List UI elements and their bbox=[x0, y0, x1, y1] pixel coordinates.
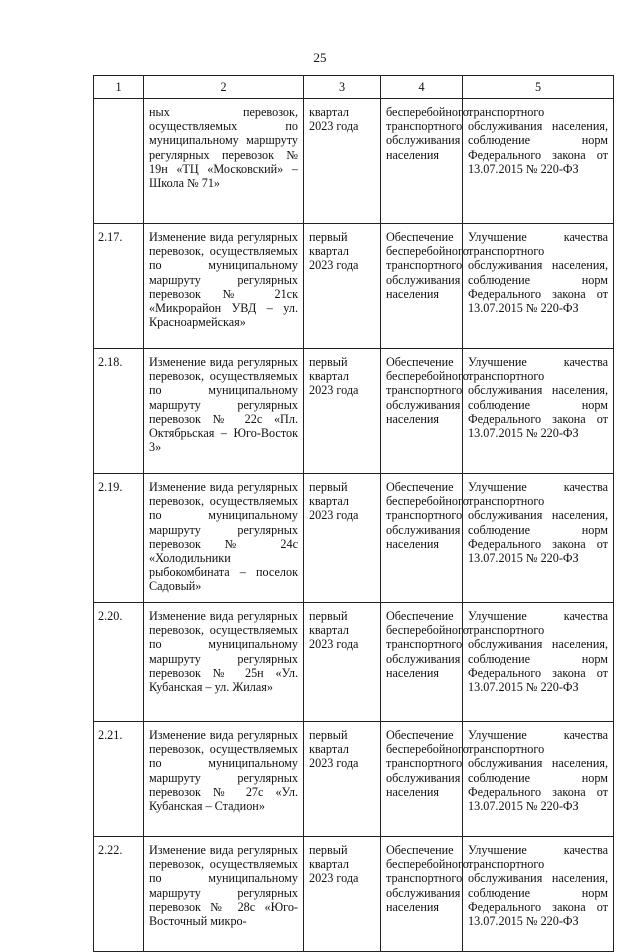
activity-cell: Изменение вида регулярных перевозок, осуществляемых по муниципальному маршруту регулярных перевозок № 25н «Ул. Кубанская – ул. Жилая» bbox=[144, 603, 304, 722]
column-header-1: 1 bbox=[94, 76, 144, 99]
goal-cell: Обеспечение бесперебойного транспортного обслуживания населения bbox=[381, 474, 463, 603]
table-row bbox=[94, 349, 614, 474]
period-cell: первый квартал 2023 года bbox=[304, 837, 381, 952]
table-row bbox=[94, 603, 614, 722]
period-cell: первый квартал 2023 года bbox=[304, 349, 381, 474]
result-cell: транспортного обслуживания населения, соблюдение норм Федерального закона от 13.07.2015 № 220-ФЗ bbox=[463, 99, 614, 224]
result-cell: Улучшение качества транспортного обслуживания населения, соблюдение норм Федерального закона от 13.07.2015 № 220-ФЗ bbox=[463, 722, 614, 837]
activity-cell: Изменение вида регулярных перевозок, осуществляемых по муниципальному маршруту регулярных перевозок № 24с «Холодильники рыбокомбината – поселок Садовый» bbox=[144, 474, 304, 603]
period-cell: первый квартал 2023 года bbox=[304, 224, 381, 349]
column-header-2: 2 bbox=[144, 76, 304, 99]
table-row bbox=[94, 722, 614, 837]
measures-table bbox=[93, 75, 614, 952]
table-row bbox=[94, 99, 614, 224]
column-header-4: 4 bbox=[381, 76, 463, 99]
period-cell: первый квартал 2023 года bbox=[304, 722, 381, 837]
result-cell: Улучшение качества транспортного обслуживания населения, соблюдение норм Федерального закона от 13.07.2015 № 220-ФЗ bbox=[463, 837, 614, 952]
activity-cell: ных перевозок, осуществляемых по муниципальному маршруту регулярных перевозок № 19н «ТЦ «Московский» – Школа № 71» bbox=[144, 99, 304, 224]
row-number bbox=[94, 99, 144, 224]
row-number: 2.19. bbox=[94, 474, 144, 603]
result-cell: Улучшение качества транспортного обслуживания населения, соблюдение норм Федерального закона от 13.07.2015 № 220-ФЗ bbox=[463, 224, 614, 349]
goal-cell: Обеспечение бесперебойного транспортного обслуживания населения bbox=[381, 722, 463, 837]
table-row bbox=[94, 837, 614, 952]
activity-cell: Изменение вида регулярных перевозок, осуществляемых по муниципальному маршруту регулярных перевозок № 28с «Юго-Восточный микро- bbox=[144, 837, 304, 952]
result-cell: Улучшение качества транспортного обслуживания населения, соблюдение норм Федерального закона от 13.07.2015 № 220-ФЗ bbox=[463, 474, 614, 603]
page-number: 25 bbox=[313, 50, 327, 65]
activity-cell: Изменение вида регулярных перевозок, осуществляемых по муниципальному маршруту регулярных перевозок № 22с «Пл. Октябрьская – Юго-Восток 3» bbox=[144, 349, 304, 474]
period-cell: первый квартал 2023 года bbox=[304, 603, 381, 722]
table-header-row bbox=[94, 76, 614, 99]
row-number: 2.17. bbox=[94, 224, 144, 349]
activity-cell: Изменение вида регулярных перевозок, осуществляемых по муниципальному маршруту регулярных перевозок № 21ск «Микрорайон УВД – ул. Красноармейская» bbox=[144, 224, 304, 349]
goal-cell: Обеспечение бесперебойного транспортного обслуживания населения bbox=[381, 603, 463, 722]
row-number: 2.20. bbox=[94, 603, 144, 722]
row-number: 2.22. bbox=[94, 837, 144, 952]
measures-table-container bbox=[93, 75, 613, 952]
column-header-5: 5 bbox=[463, 76, 614, 99]
activity-cell: Изменение вида регулярных перевозок, осуществляемых по муниципальному маршруту регулярных перевозок № 27с «Ул. Кубанская – Стадион» bbox=[144, 722, 304, 837]
result-cell: Улучшение качества транспортного обслуживания населения, соблюдение норм Федерального закона от 13.07.2015 № 220-ФЗ bbox=[463, 603, 614, 722]
goal-cell: Обеспечение бесперебойного транспортного обслуживания населения bbox=[381, 349, 463, 474]
goal-cell: Обеспечение бесперебойного транспортного обслуживания населения bbox=[381, 224, 463, 349]
result-cell: Улучшение качества транспортного обслуживания населения, соблюдение норм Федерального закона от 13.07.2015 № 220-ФЗ bbox=[463, 349, 614, 474]
goal-cell: бесперебойного транспортного обслуживания населения bbox=[381, 99, 463, 224]
table-row bbox=[94, 224, 614, 349]
table-row bbox=[94, 474, 614, 603]
period-cell: квартал 2023 года bbox=[304, 99, 381, 224]
goal-cell: Обеспечение бесперебойного транспортного обслуживания населения bbox=[381, 837, 463, 952]
period-cell: первый квартал 2023 года bbox=[304, 474, 381, 603]
column-header-3: 3 bbox=[304, 76, 381, 99]
row-number: 2.18. bbox=[94, 349, 144, 474]
row-number: 2.21. bbox=[94, 722, 144, 837]
